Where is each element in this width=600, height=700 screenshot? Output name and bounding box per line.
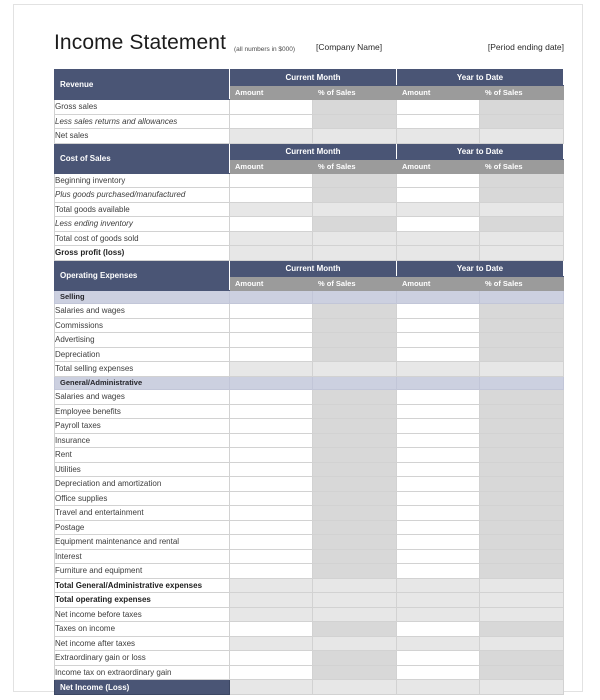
amount-cell-current-month[interactable] — [230, 304, 313, 319]
line-item-label: Advertising — [55, 333, 230, 348]
pct-of-sales-cell-current-month — [313, 593, 397, 608]
column-header-pct-current: % of Sales — [313, 86, 397, 100]
line-item-label: Net income after taxes — [55, 636, 230, 651]
table-row — [55, 362, 564, 377]
income-statement-document — [54, 31, 564, 695]
pct-of-sales-cell-year-to-date[interactable] — [480, 333, 564, 348]
line-item-label: Payroll taxes — [55, 419, 230, 434]
amount-cell-current-month — [230, 607, 313, 622]
pct-of-sales-cell-year-to-date[interactable] — [480, 535, 564, 550]
section-period-current-month: Current Month — [230, 143, 397, 159]
table-row — [55, 433, 564, 448]
pct-of-sales-cell-current-month[interactable] — [313, 506, 397, 521]
pct-of-sales-cell-year-to-date[interactable] — [480, 173, 564, 188]
pct-of-sales-cell-year-to-date — [480, 607, 564, 622]
table-row — [55, 100, 564, 115]
section-header-row — [55, 70, 564, 86]
pct-of-sales-cell-current-month[interactable] — [313, 114, 397, 129]
line-item-label: Postage — [55, 520, 230, 535]
group-spacer-cell — [313, 376, 397, 390]
net-income-label: Net Income (Loss) — [55, 680, 230, 695]
amount-cell-current-month[interactable] — [230, 477, 313, 492]
net-income-amount-year-to-date — [397, 680, 480, 695]
pct-of-sales-cell-year-to-date[interactable] — [480, 477, 564, 492]
pct-of-sales-cell-year-to-date[interactable] — [480, 462, 564, 477]
amount-cell-current-month[interactable] — [230, 433, 313, 448]
line-item-label: Rent — [55, 448, 230, 463]
net-income-pct-year-to-date — [480, 680, 564, 695]
table-row — [55, 173, 564, 188]
amount-cell-year-to-date[interactable] — [397, 549, 480, 564]
pct-of-sales-cell-year-to-date[interactable] — [480, 448, 564, 463]
amount-cell-year-to-date[interactable] — [397, 433, 480, 448]
amount-cell-current-month — [230, 593, 313, 608]
pct-of-sales-cell-year-to-date[interactable] — [480, 114, 564, 129]
table-row — [55, 188, 564, 203]
table-row — [55, 607, 564, 622]
amount-cell-year-to-date[interactable] — [397, 520, 480, 535]
table-row — [55, 462, 564, 477]
amount-cell-year-to-date — [397, 636, 480, 651]
column-header-amount-current: Amount — [230, 276, 313, 290]
section-period-current-month: Current Month — [230, 70, 397, 86]
pct-of-sales-cell-year-to-date — [480, 362, 564, 377]
pct-of-sales-cell-current-month[interactable] — [313, 651, 397, 666]
line-item-label: Equipment maintenance and rental — [55, 535, 230, 550]
company-name-placeholder[interactable]: [Company Name] — [316, 42, 383, 52]
amount-cell-current-month[interactable] — [230, 535, 313, 550]
expense-group-header-row — [55, 376, 564, 390]
pct-of-sales-cell-year-to-date[interactable] — [480, 506, 564, 521]
amount-cell-year-to-date[interactable] — [397, 100, 480, 115]
pct-of-sales-cell-current-month[interactable] — [313, 535, 397, 550]
line-item-label: Commissions — [55, 318, 230, 333]
amount-cell-current-month[interactable] — [230, 651, 313, 666]
line-item-label: Travel and entertainment — [55, 506, 230, 521]
line-item-label: Total goods available — [55, 202, 230, 217]
group-spacer-cell — [397, 376, 480, 390]
amount-cell-year-to-date — [397, 362, 480, 377]
amount-cell-current-month[interactable] — [230, 520, 313, 535]
amount-cell-year-to-date[interactable] — [397, 390, 480, 405]
table-row — [55, 564, 564, 579]
line-item-label: Office supplies — [55, 491, 230, 506]
amount-cell-year-to-date — [397, 593, 480, 608]
pct-of-sales-cell-current-month — [313, 636, 397, 651]
line-item-label: Salaries and wages — [55, 304, 230, 319]
table-row — [55, 129, 564, 144]
table-row — [55, 651, 564, 666]
pct-of-sales-cell-year-to-date[interactable] — [480, 304, 564, 319]
table-row — [55, 246, 564, 261]
pct-of-sales-cell-year-to-date[interactable] — [480, 188, 564, 203]
amount-cell-year-to-date[interactable] — [397, 448, 480, 463]
amount-cell-year-to-date[interactable] — [397, 419, 480, 434]
section-header-row — [55, 143, 564, 159]
table-row — [55, 622, 564, 637]
units-note: (all numbers in $000) — [234, 46, 296, 53]
table-row — [55, 578, 564, 593]
line-item-label: Total selling expenses — [55, 362, 230, 377]
amount-cell-year-to-date[interactable] — [397, 564, 480, 579]
amount-cell-current-month — [230, 246, 313, 261]
pct-of-sales-cell-current-month[interactable] — [313, 564, 397, 579]
line-item-label: Total General/Administrative expenses — [55, 578, 230, 593]
amount-cell-year-to-date[interactable] — [397, 114, 480, 129]
line-item-label: Net income before taxes — [55, 607, 230, 622]
document-header — [54, 31, 564, 65]
table-row — [55, 217, 564, 232]
amount-cell-year-to-date[interactable] — [397, 318, 480, 333]
group-spacer-cell — [230, 290, 313, 304]
table-row — [55, 390, 564, 405]
amount-cell-current-month[interactable] — [230, 390, 313, 405]
column-header-pct-ytd: % of Sales — [480, 159, 564, 173]
table-row — [55, 520, 564, 535]
amount-cell-current-month[interactable] — [230, 217, 313, 232]
group-spacer-cell — [230, 376, 313, 390]
amount-cell-year-to-date — [397, 246, 480, 261]
table-row — [55, 114, 564, 129]
pct-of-sales-cell-year-to-date — [480, 246, 564, 261]
amount-cell-year-to-date[interactable] — [397, 404, 480, 419]
pct-of-sales-cell-year-to-date[interactable] — [480, 665, 564, 680]
pct-of-sales-cell-current-month[interactable] — [313, 419, 397, 434]
line-item-label: Net sales — [55, 129, 230, 144]
net-income-amount-current-month — [230, 680, 313, 695]
pct-of-sales-cell-year-to-date[interactable] — [480, 491, 564, 506]
amount-cell-current-month[interactable] — [230, 491, 313, 506]
amount-cell-current-month[interactable] — [230, 114, 313, 129]
amount-cell-current-month[interactable] — [230, 100, 313, 115]
pct-of-sales-cell-current-month[interactable] — [313, 622, 397, 637]
amount-cell-current-month — [230, 129, 313, 144]
column-header-amount-ytd: Amount — [397, 159, 480, 173]
column-header-amount-ytd: Amount — [397, 86, 480, 100]
table-row — [55, 231, 564, 246]
pct-of-sales-cell-current-month[interactable] — [313, 477, 397, 492]
pct-of-sales-cell-current-month[interactable] — [313, 347, 397, 362]
group-spacer-cell — [313, 290, 397, 304]
amount-cell-current-month[interactable] — [230, 318, 313, 333]
pct-of-sales-cell-current-month[interactable] — [313, 549, 397, 564]
pct-of-sales-cell-year-to-date[interactable] — [480, 404, 564, 419]
pct-of-sales-cell-current-month[interactable] — [313, 333, 397, 348]
column-header-pct-ytd: % of Sales — [480, 86, 564, 100]
amount-cell-current-month[interactable] — [230, 549, 313, 564]
amount-cell-year-to-date[interactable] — [397, 333, 480, 348]
pct-of-sales-cell-current-month[interactable] — [313, 491, 397, 506]
line-item-label: Utilities — [55, 462, 230, 477]
line-item-label: Furniture and equipment — [55, 564, 230, 579]
table-row — [55, 448, 564, 463]
table-row — [55, 419, 564, 434]
line-item-label: Gross profit (loss) — [55, 246, 230, 261]
amount-cell-year-to-date[interactable] — [397, 477, 480, 492]
pct-of-sales-cell-current-month — [313, 362, 397, 377]
pct-of-sales-cell-current-month — [313, 129, 397, 144]
pct-of-sales-cell-current-month — [313, 202, 397, 217]
pct-of-sales-cell-current-month[interactable] — [313, 173, 397, 188]
amount-cell-year-to-date[interactable] — [397, 217, 480, 232]
pct-of-sales-cell-year-to-date — [480, 593, 564, 608]
pct-of-sales-cell-current-month — [313, 231, 397, 246]
line-item-label: Salaries and wages — [55, 390, 230, 405]
amount-cell-year-to-date[interactable] — [397, 622, 480, 637]
amount-cell-current-month — [230, 636, 313, 651]
amount-cell-year-to-date[interactable] — [397, 347, 480, 362]
table-row — [55, 404, 564, 419]
table-row — [55, 333, 564, 348]
line-item-label: Beginning inventory — [55, 173, 230, 188]
expense-group-label: Selling — [55, 290, 230, 304]
amount-cell-current-month[interactable] — [230, 347, 313, 362]
pct-of-sales-cell-current-month[interactable] — [313, 520, 397, 535]
table-row — [55, 202, 564, 217]
amount-cell-year-to-date — [397, 129, 480, 144]
column-header-amount-current: Amount — [230, 86, 313, 100]
amount-cell-current-month[interactable] — [230, 404, 313, 419]
net-income-total-row — [55, 680, 564, 695]
table-row — [55, 636, 564, 651]
pct-of-sales-cell-current-month[interactable] — [313, 100, 397, 115]
amount-cell-year-to-date[interactable] — [397, 651, 480, 666]
section-title: Revenue — [55, 70, 230, 100]
column-header-pct-ytd: % of Sales — [480, 276, 564, 290]
pct-of-sales-cell-current-month — [313, 607, 397, 622]
amount-cell-current-month[interactable] — [230, 188, 313, 203]
table-row — [55, 506, 564, 521]
line-item-label: Depreciation — [55, 347, 230, 362]
group-spacer-cell — [397, 290, 480, 304]
amount-cell-year-to-date — [397, 607, 480, 622]
table-row — [55, 665, 564, 680]
pct-of-sales-cell-current-month[interactable] — [313, 188, 397, 203]
group-spacer-cell — [480, 376, 564, 390]
amount-cell-year-to-date[interactable] — [397, 462, 480, 477]
section-period-year-to-date: Year to Date — [397, 70, 564, 86]
period-ending-placeholder[interactable]: [Period ending date] — [487, 42, 564, 52]
amount-cell-current-month[interactable] — [230, 622, 313, 637]
pct-of-sales-cell-current-month[interactable] — [313, 404, 397, 419]
amount-cell-current-month — [230, 231, 313, 246]
amount-cell-year-to-date[interactable] — [397, 491, 480, 506]
amount-cell-year-to-date[interactable] — [397, 304, 480, 319]
pct-of-sales-cell-year-to-date — [480, 578, 564, 593]
line-item-label: Total operating expenses — [55, 593, 230, 608]
table-row — [55, 593, 564, 608]
column-header-amount-ytd: Amount — [397, 276, 480, 290]
pct-of-sales-cell-year-to-date — [480, 202, 564, 217]
line-item-label: Gross sales — [55, 100, 230, 115]
table-row — [55, 318, 564, 333]
amount-cell-year-to-date[interactable] — [397, 535, 480, 550]
pct-of-sales-cell-year-to-date — [480, 231, 564, 246]
section-period-year-to-date: Year to Date — [397, 260, 564, 276]
amount-cell-current-month[interactable] — [230, 419, 313, 434]
amount-cell-current-month[interactable] — [230, 173, 313, 188]
document-page — [13, 4, 583, 692]
group-spacer-cell — [480, 290, 564, 304]
pct-of-sales-cell-current-month — [313, 246, 397, 261]
pct-of-sales-cell-current-month[interactable] — [313, 462, 397, 477]
amount-cell-year-to-date[interactable] — [397, 173, 480, 188]
section-header-row — [55, 260, 564, 276]
pct-of-sales-cell-year-to-date — [480, 636, 564, 651]
line-item-label: Taxes on income — [55, 622, 230, 637]
line-item-label: Interest — [55, 549, 230, 564]
amount-cell-current-month — [230, 362, 313, 377]
amount-cell-current-month[interactable] — [230, 448, 313, 463]
pct-of-sales-cell-year-to-date[interactable] — [480, 100, 564, 115]
section-title: Operating Expenses — [55, 260, 230, 290]
pct-of-sales-cell-year-to-date[interactable] — [480, 622, 564, 637]
income-statement-table — [54, 69, 564, 695]
amount-cell-year-to-date — [397, 202, 480, 217]
pct-of-sales-cell-current-month[interactable] — [313, 217, 397, 232]
pct-of-sales-cell-current-month[interactable] — [313, 448, 397, 463]
pct-of-sales-cell-current-month[interactable] — [313, 304, 397, 319]
pct-of-sales-cell-current-month — [313, 578, 397, 593]
pct-of-sales-cell-current-month[interactable] — [313, 390, 397, 405]
pct-of-sales-cell-year-to-date[interactable] — [480, 217, 564, 232]
amount-cell-current-month — [230, 578, 313, 593]
pct-of-sales-cell-year-to-date[interactable] — [480, 651, 564, 666]
pct-of-sales-cell-year-to-date[interactable] — [480, 549, 564, 564]
table-row — [55, 477, 564, 492]
amount-cell-current-month[interactable] — [230, 506, 313, 521]
amount-cell-year-to-date[interactable] — [397, 188, 480, 203]
column-header-pct-current: % of Sales — [313, 159, 397, 173]
pct-of-sales-cell-current-month[interactable] — [313, 318, 397, 333]
pct-of-sales-cell-year-to-date[interactable] — [480, 520, 564, 535]
pct-of-sales-cell-year-to-date[interactable] — [480, 347, 564, 362]
line-item-label: Less sales returns and allowances — [55, 114, 230, 129]
section-period-year-to-date: Year to Date — [397, 143, 564, 159]
amount-cell-current-month[interactable] — [230, 462, 313, 477]
line-item-label: Less ending inventory — [55, 217, 230, 232]
table-row — [55, 347, 564, 362]
table-row — [55, 491, 564, 506]
amount-cell-year-to-date — [397, 578, 480, 593]
amount-cell-year-to-date[interactable] — [397, 506, 480, 521]
section-period-current-month: Current Month — [230, 260, 397, 276]
table-row — [55, 535, 564, 550]
column-header-amount-current: Amount — [230, 159, 313, 173]
pct-of-sales-cell-year-to-date[interactable] — [480, 564, 564, 579]
expense-group-header-row — [55, 290, 564, 304]
line-item-label: Plus goods purchased/manufactured — [55, 188, 230, 203]
amount-cell-year-to-date[interactable] — [397, 665, 480, 680]
line-item-label: Insurance — [55, 433, 230, 448]
column-header-pct-current: % of Sales — [313, 276, 397, 290]
line-item-label: Total cost of goods sold — [55, 231, 230, 246]
amount-cell-current-month[interactable] — [230, 333, 313, 348]
pct-of-sales-cell-current-month[interactable] — [313, 665, 397, 680]
pct-of-sales-cell-year-to-date[interactable] — [480, 318, 564, 333]
amount-cell-year-to-date — [397, 231, 480, 246]
table-row — [55, 549, 564, 564]
line-item-label: Employee benefits — [55, 404, 230, 419]
line-item-label: Depreciation and amortization — [55, 477, 230, 492]
table-row — [55, 304, 564, 319]
line-item-label: Income tax on extraordinary gain — [55, 665, 230, 680]
page-title: Income Statement — [54, 31, 227, 54]
pct-of-sales-cell-year-to-date[interactable] — [480, 390, 564, 405]
line-item-label: Extraordinary gain or loss — [55, 651, 230, 666]
section-title: Cost of Sales — [55, 143, 230, 173]
amount-cell-current-month — [230, 202, 313, 217]
pct-of-sales-cell-year-to-date[interactable] — [480, 433, 564, 448]
amount-cell-current-month[interactable] — [230, 564, 313, 579]
expense-group-label: General/Administrative — [55, 376, 230, 390]
pct-of-sales-cell-year-to-date — [480, 129, 564, 144]
pct-of-sales-cell-current-month[interactable] — [313, 433, 397, 448]
pct-of-sales-cell-year-to-date[interactable] — [480, 419, 564, 434]
net-income-pct-current-month — [313, 680, 397, 695]
amount-cell-current-month[interactable] — [230, 665, 313, 680]
